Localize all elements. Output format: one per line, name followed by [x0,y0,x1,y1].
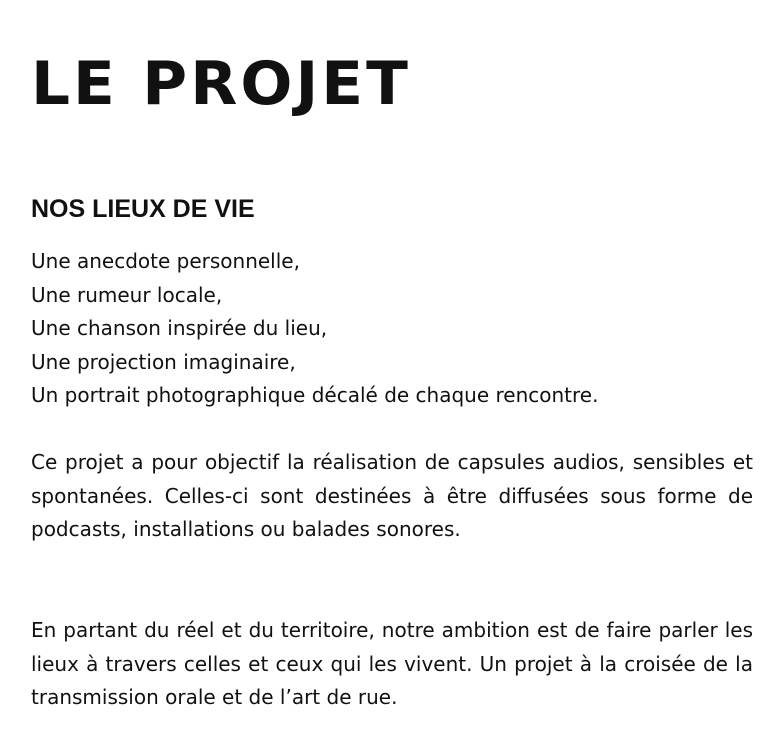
intro-line: Un portrait photographique décalé de chaque rencontre. [31,383,599,407]
page-title: LE PROJET [31,49,411,119]
intro-line: Une anecdote personnelle, [31,249,300,273]
intro-line: Une rumeur locale, [31,282,223,307]
section-heading: NOS LIEUX DE VIE [31,195,255,223]
paragraph-objective: Ce projet a pour objectif la réalisation de capsules audios, sensibles et spontanées. Celles-ci sont destinées à être diffusées sous forme de podcasts, installations ou balades sonores. [31,450,753,541]
intro-line: Une chanson inspirée du lieu, [31,316,328,340]
paragraph-ambition: En partant du réel et du territoire, notre ambition est de faire parler les lieux à travers celles et ceux qui les vivent. Un projet à la croisée de la transmission orale et de l’art de rue. [31,618,753,709]
intro-lines [31,245,598,413]
intro-line: Une projection imaginaire, [31,349,296,374]
